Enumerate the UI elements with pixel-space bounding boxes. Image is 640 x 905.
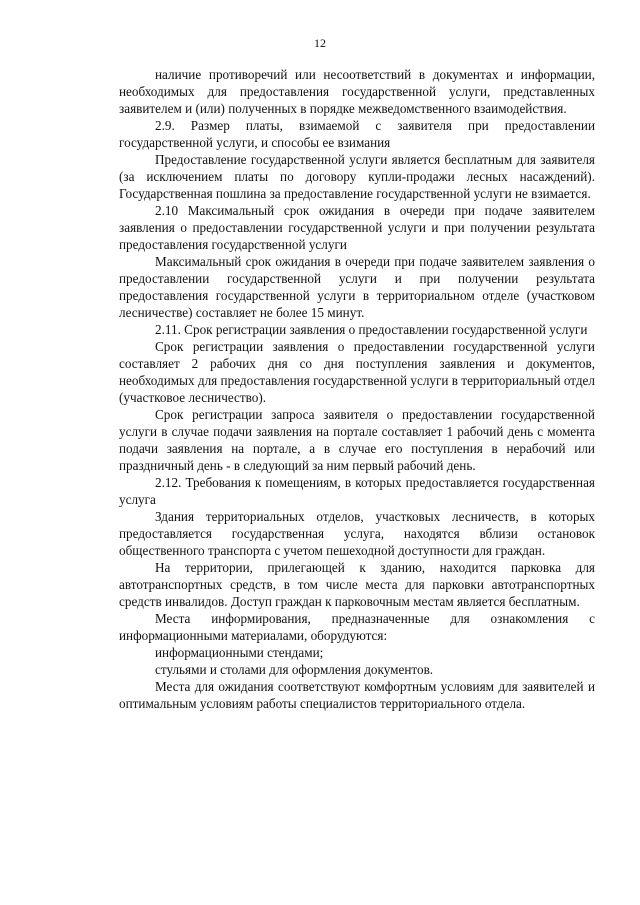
- section-heading-2-9: 2.9. Размер платы, взимаемой с заявителя при предоставлении государственной услуги, и способы ее взимания: [119, 118, 595, 150]
- paragraph-continuation: наличие противоречий или несоответствий в документах и информации, необходимых для предоставления государственной услуги, представленных заявителем и (или) полученных в порядке межведомственного взаимодействия.: [119, 67, 595, 116]
- paragraph: Места для ожидания соответствуют комфортным условиям для заявителей и оптимальным условиям работы специалистов территориального отдела.: [119, 679, 595, 711]
- paragraph: Предоставление государственной услуги является бесплатным для заявителя (за исключением платы по договору купли-продажи лесных насаждений). Государственная пошлина за предоставление государственной услуги не взимается.: [119, 152, 595, 201]
- section-heading-2-11: 2.11. Срок регистрации заявления о предоставлении государственной услуги: [155, 322, 588, 337]
- paragraph: Срок регистрации запроса заявителя о предоставлении государственной услуги в случае подачи заявления на портале составляет 1 рабочий день с момента подачи заявления на портале, а в случае его поступления в нерабочий или праздничный день - в следующий за ним первый рабочий день.: [119, 407, 595, 473]
- paragraph: Здания территориальных отделов, участковых лесничеств, в которых предоставляется государственная услуга, находятся вблизи остановок общественного транспорта с учетом пешеходной доступности для граждан.: [119, 509, 595, 558]
- paragraph: На территории, прилегающей к зданию, находится парковка для автотранспортных средств, в том числе места для парковки автотранспортных средств инвалидов. Доступ граждан к парковочным местам является бесплатным.: [119, 560, 595, 609]
- list-item: информационными стендами;: [155, 645, 324, 660]
- page-number: 12: [314, 36, 326, 50]
- section-heading-2-12: 2.12. Требования к помещениям, в которых предоставляется государственная услуга: [119, 475, 595, 507]
- paragraph: Срок регистрации заявления о предоставлении государственной услуги составляет 2 рабочих дня со дня поступления заявления и документов, необходимых для предоставления государственной услуги в территориальный отдел (участковое лесничество).: [119, 339, 595, 405]
- paragraph: Места информирования, предназначенные для ознакомления с информационными материалами, оборудуются:: [119, 611, 595, 643]
- paragraph: Максимальный срок ожидания в очереди при подаче заявителем заявления о предоставлении государственной услуги и при получении результата предоставления государственной услуги в территориальном отделе (участковом лесничестве) составляет не более 15 минут.: [119, 254, 595, 320]
- list-item: стульями и столами для оформления документов.: [155, 662, 434, 677]
- section-heading-2-10: 2.10 Максимальный срок ожидания в очереди при подаче заявителем заявления о предоставлении государственной услуги и при получении результата предоставления государственной услуги: [119, 203, 595, 252]
- document-body: [119, 66, 595, 712]
